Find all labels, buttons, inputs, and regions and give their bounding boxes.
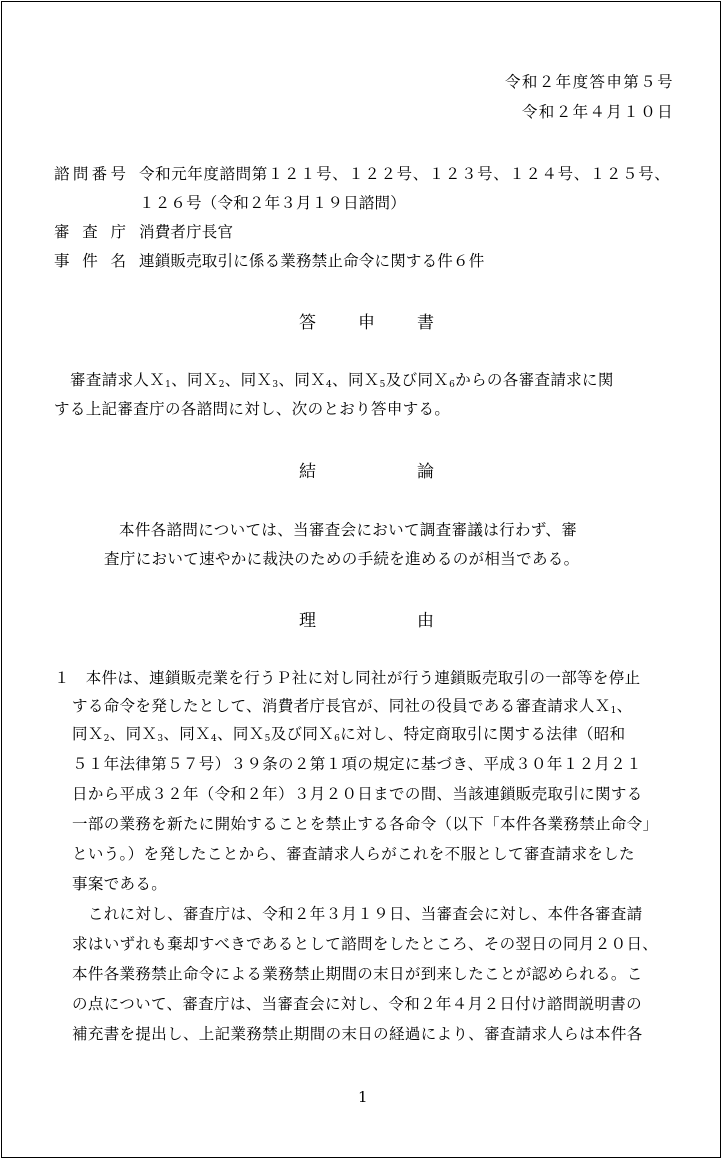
reason-line-9: これに対し、審査庁は、令和２年３月１９日、当審査会に対し、本件各審査請 <box>72 905 643 923</box>
conclusion-heading-char-2: 論 <box>417 462 434 482</box>
conclusion-line-1: 本件各諮問については、当審査会において調査審議は行わず、審 <box>119 521 578 539</box>
reason-line-8: 事案である。 <box>72 875 168 893</box>
case-value: 連鎖販売取引に係る業務禁止命令に関する件６件 <box>139 252 485 270</box>
conclusion-heading-char-1: 結 <box>299 462 316 482</box>
reason-line-1: １ 本件は、連鎖販売業を行うＰ社に対し同社が行う連鎖販売取引の一部等を停止 <box>54 669 641 687</box>
reason-line-5: 日から平成３２年（令和２年）３月２０日までの間、当該連鎖販売取引に関する <box>72 785 643 803</box>
reason-heading-char-2: 由 <box>417 611 434 631</box>
reason-line-11: 本件各業務禁止命令による業務禁止期間の末日が到来したことが認められる。こ <box>72 965 643 983</box>
reason-heading-char-1: 理 <box>299 611 316 631</box>
intro-line-1: 審査請求人Ｘ$_1$、同Ｘ$_2$、同Ｘ$_3$、同Ｘ$_4$、同Ｘ$_5$及び同Ｘ$_6$からの各審査請求に関 <box>70 371 614 390</box>
conclusion-line-2: 査庁において速やかに裁決のための手続を進めるのが相当である。 <box>104 550 580 568</box>
inquiry-number-line1: 令和元年度諮問第１２１号、１２２号、１２３号、１２４号、１２５号、 <box>139 165 671 183</box>
case-label: 事件名 <box>54 252 126 270</box>
inquiry-number-label: 諮問番号 <box>54 165 126 183</box>
title-char-1: 答 <box>299 313 316 333</box>
reason-line-10: 求はいずれも棄却すべきであるとして諮問をしたところ、その翌日の同月２０日、 <box>72 935 659 953</box>
reason-line-12: の点について、審査庁は、当審査会に対し、令和２年４月２日付け諮問説明書の <box>72 995 642 1013</box>
report-date: 令和２年４月１０日 <box>521 103 674 121</box>
reason-line-7: という。）を発したことから、審査請求人らがこれを不服として審査請求をした <box>72 845 635 863</box>
title-char-2: 申 <box>358 313 375 333</box>
reason-line-4: ５１年法律第５７号）３９条の２第１項の規定に基づき、平成３０年１２月２１ <box>72 755 642 773</box>
agency-label: 審査庁 <box>54 223 126 241</box>
document-page <box>1 1 721 1158</box>
inquiry-number-line2: １２６号（令和２年３月１９日諮問） <box>139 194 406 212</box>
title-char-3: 書 <box>417 313 434 333</box>
reason-line-13: 補充書を提出し、上記業務禁止期間の末日の経過により、審査請求人らは本件各 <box>72 1025 643 1043</box>
reason-line-2: する命令を発したとして、消費者庁長官が、同社の役員である審査請求人Ｘ$_1$、 <box>72 697 633 716</box>
agency-value: 消費者庁長官 <box>139 223 234 241</box>
reason-line-6: 一部の業務を新たに開始することを禁止する各命令（以下「本件各業務禁止命令」 <box>72 815 659 833</box>
page-number: 1 <box>358 1088 368 1106</box>
intro-line-2: する上記審査庁の各諮問に対し、次のとおり答申する。 <box>54 400 451 418</box>
report-number: 令和２年度答申第５号 <box>504 73 674 91</box>
reason-line-3: 同Ｘ$_2$、同Ｘ$_3$、同Ｘ$_4$、同Ｘ$_5$及び同Ｘ$_6$に対し、特定商取引に関する法律（昭和 <box>72 725 626 744</box>
